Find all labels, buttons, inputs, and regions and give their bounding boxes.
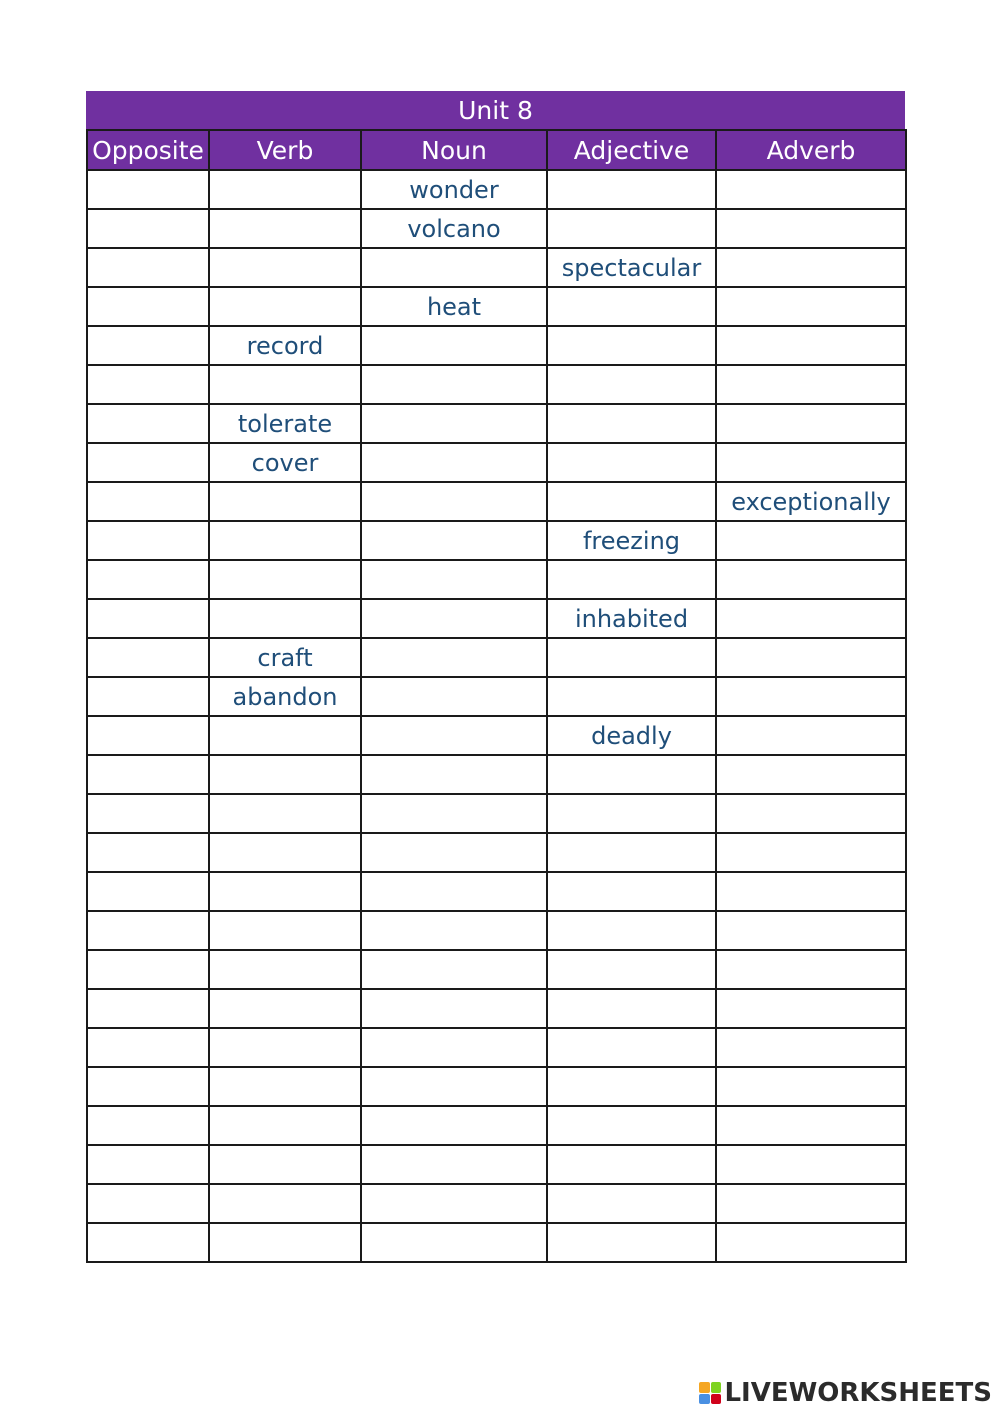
answer-cell-verb[interactable] (209, 599, 361, 638)
answer-cell-adjective[interactable] (547, 1028, 716, 1067)
answer-cell-adverb[interactable] (716, 404, 906, 443)
table-row (87, 521, 906, 560)
answer-cell-noun[interactable] (361, 248, 547, 287)
answer-cell-adjective[interactable] (547, 209, 716, 248)
answer-cell-noun[interactable] (361, 755, 547, 794)
answer-cell-adverb[interactable] (716, 638, 906, 677)
answer-cell-noun[interactable] (361, 1067, 547, 1106)
answer-cell-verb[interactable] (209, 287, 361, 326)
brand-text: LIVEWORKSHEETS (724, 1378, 992, 1408)
table-row (87, 989, 906, 1028)
answer-cell-adjective[interactable] (547, 638, 716, 677)
answer-cell-opposite[interactable] (87, 326, 209, 365)
table-row (87, 716, 906, 755)
answer-cell-noun: volcano (361, 209, 547, 248)
answer-cell-verb[interactable] (209, 1145, 361, 1184)
table-row (87, 638, 906, 677)
answer-cell-opposite[interactable] (87, 1106, 209, 1145)
answer-cell-noun[interactable] (361, 1106, 547, 1145)
answer-cell-adjective[interactable] (547, 1067, 716, 1106)
answer-cell-opposite[interactable] (87, 638, 209, 677)
answer-cell-opposite[interactable] (87, 443, 209, 482)
answer-cell-noun[interactable] (361, 950, 547, 989)
answer-cell-opposite[interactable] (87, 1223, 209, 1262)
answer-cell-adjective[interactable] (547, 443, 716, 482)
answer-cell-adverb[interactable] (716, 248, 906, 287)
answer-cell-adjective[interactable] (547, 833, 716, 872)
answer-cell-adjective[interactable] (547, 1184, 716, 1223)
answer-cell-adjective[interactable] (547, 1106, 716, 1145)
answer-cell-opposite[interactable] (87, 170, 209, 209)
answer-cell-opposite[interactable] (87, 755, 209, 794)
answer-cell-opposite[interactable] (87, 677, 209, 716)
answer-cell-verb[interactable] (209, 911, 361, 950)
table-row (87, 287, 906, 326)
answer-cell-opposite[interactable] (87, 287, 209, 326)
table-row (87, 1223, 906, 1262)
answer-cell-noun[interactable] (361, 443, 547, 482)
column-header-noun: Noun (361, 130, 547, 170)
table-row (87, 872, 906, 911)
answer-cell-adverb[interactable] (716, 989, 906, 1028)
column-header-adjective: Adjective (547, 130, 716, 170)
table-row (87, 326, 906, 365)
table-row (87, 677, 906, 716)
answer-cell-opposite[interactable] (87, 1067, 209, 1106)
table-row (87, 911, 906, 950)
answer-cell-opposite[interactable] (87, 560, 209, 599)
answer-cell-noun[interactable] (361, 482, 547, 521)
answer-cell-adverb[interactable] (716, 1223, 906, 1262)
answer-cell-adverb[interactable] (716, 911, 906, 950)
table-row (87, 1184, 906, 1223)
worksheet-title: Unit 8 (86, 91, 905, 129)
table-row (87, 755, 906, 794)
answer-cell-adverb[interactable] (716, 170, 906, 209)
table-row (87, 248, 906, 287)
table-row (87, 170, 906, 209)
answer-cell-noun[interactable] (361, 1184, 547, 1223)
answer-cell-verb: abandon (209, 677, 361, 716)
table-row (87, 560, 906, 599)
table-row (87, 209, 906, 248)
answer-cell-adverb[interactable] (716, 1184, 906, 1223)
answer-cell-verb[interactable] (209, 1067, 361, 1106)
answer-cell-opposite[interactable] (87, 1145, 209, 1184)
answer-cell-adverb[interactable] (716, 755, 906, 794)
header-row (87, 130, 906, 170)
answer-cell-adverb[interactable] (716, 716, 906, 755)
answer-cell-adverb[interactable] (716, 365, 906, 404)
answer-cell-verb[interactable] (209, 872, 361, 911)
answer-cell-verb[interactable] (209, 1184, 361, 1223)
answer-cell-verb[interactable] (209, 833, 361, 872)
table-row (87, 365, 906, 404)
answer-cell-verb[interactable] (209, 521, 361, 560)
table-row (87, 1067, 906, 1106)
answer-cell-adjective[interactable] (547, 404, 716, 443)
table-row (87, 1028, 906, 1067)
answer-cell-adjective[interactable] (547, 911, 716, 950)
answer-cell-adjective[interactable] (547, 287, 716, 326)
table-row (87, 950, 906, 989)
table-row (87, 599, 906, 638)
answer-cell-opposite[interactable] (87, 911, 209, 950)
answer-cell-verb[interactable] (209, 248, 361, 287)
answer-cell-adjective: spectacular (547, 248, 716, 287)
answer-cell-verb[interactable] (209, 170, 361, 209)
answer-cell-adverb[interactable] (716, 443, 906, 482)
answer-cell-opposite[interactable] (87, 521, 209, 560)
answer-cell-adjective[interactable] (547, 326, 716, 365)
answer-cell-adjective[interactable] (547, 872, 716, 911)
answer-cell-verb[interactable] (209, 482, 361, 521)
answer-cell-noun[interactable] (361, 326, 547, 365)
answer-cell-noun[interactable] (361, 794, 547, 833)
answer-cell-adjective[interactable] (547, 560, 716, 599)
answer-cell-noun[interactable] (361, 716, 547, 755)
answer-cell-opposite[interactable] (87, 365, 209, 404)
answer-cell-verb[interactable] (209, 716, 361, 755)
answer-cell-opposite[interactable] (87, 209, 209, 248)
answer-cell-verb: craft (209, 638, 361, 677)
answer-cell-verb[interactable] (209, 365, 361, 404)
answer-cell-adverb[interactable] (716, 560, 906, 599)
answer-cell-adjective[interactable] (547, 365, 716, 404)
table-row (87, 1106, 906, 1145)
table-row (87, 404, 906, 443)
answer-cell-adverb[interactable] (716, 1145, 906, 1184)
answer-cell-noun[interactable] (361, 1028, 547, 1067)
answer-cell-adverb[interactable] (716, 794, 906, 833)
answer-cell-noun[interactable] (361, 521, 547, 560)
answer-cell-adjective[interactable] (547, 755, 716, 794)
liveworksheets-logo (699, 1379, 992, 1407)
answer-cell-adverb[interactable] (716, 521, 906, 560)
answer-cell-adverb[interactable] (716, 950, 906, 989)
answer-cell-opposite[interactable] (87, 989, 209, 1028)
answer-cell-adjective[interactable] (547, 794, 716, 833)
answer-cell-opposite[interactable] (87, 482, 209, 521)
answer-cell-noun: heat (361, 287, 547, 326)
table-body (87, 170, 906, 1262)
answer-cell-opposite[interactable] (87, 248, 209, 287)
answer-cell-opposite[interactable] (87, 950, 209, 989)
answer-cell-verb[interactable] (209, 1028, 361, 1067)
answer-cell-noun[interactable] (361, 638, 547, 677)
answer-cell-opposite[interactable] (87, 794, 209, 833)
answer-cell-adjective[interactable] (547, 1145, 716, 1184)
answer-cell-opposite[interactable] (87, 1184, 209, 1223)
answer-cell-adverb[interactable] (716, 287, 906, 326)
answer-cell-noun[interactable] (361, 1223, 547, 1262)
answer-cell-adverb[interactable] (716, 677, 906, 716)
answer-cell-adverb[interactable] (716, 833, 906, 872)
liveworksheets-icon (699, 1382, 721, 1404)
answer-cell-verb[interactable] (209, 755, 361, 794)
answer-cell-adjective[interactable] (547, 1223, 716, 1262)
answer-cell-verb[interactable] (209, 989, 361, 1028)
column-header-opposite: Opposite (87, 130, 209, 170)
answer-cell-noun[interactable] (361, 1145, 547, 1184)
column-header-adverb: Adverb (716, 130, 906, 170)
answer-cell-noun[interactable] (361, 365, 547, 404)
answer-cell-adjective[interactable] (547, 677, 716, 716)
answer-cell-verb: tolerate (209, 404, 361, 443)
answer-cell-opposite[interactable] (87, 1028, 209, 1067)
answer-cell-adjective: inhabited (547, 599, 716, 638)
table-row (87, 443, 906, 482)
answer-cell-verb[interactable] (209, 560, 361, 599)
answer-cell-noun[interactable] (361, 404, 547, 443)
answer-cell-adjective[interactable] (547, 989, 716, 1028)
answer-cell-adjective[interactable] (547, 950, 716, 989)
answer-cell-noun[interactable] (361, 677, 547, 716)
answer-cell-opposite[interactable] (87, 716, 209, 755)
answer-cell-verb: cover (209, 443, 361, 482)
answer-cell-noun[interactable] (361, 599, 547, 638)
answer-cell-adverb[interactable] (716, 1028, 906, 1067)
answer-cell-adverb[interactable] (716, 1106, 906, 1145)
answer-cell-opposite[interactable] (87, 404, 209, 443)
answer-cell-verb[interactable] (209, 794, 361, 833)
answer-cell-opposite[interactable] (87, 833, 209, 872)
table-row (87, 833, 906, 872)
answer-cell-adjective[interactable] (547, 482, 716, 521)
answer-cell-noun[interactable] (361, 989, 547, 1028)
answer-cell-noun[interactable] (361, 872, 547, 911)
answer-cell-adjective: deadly (547, 716, 716, 755)
column-header-verb: Verb (209, 130, 361, 170)
answer-cell-verb[interactable] (209, 950, 361, 989)
answer-cell-verb[interactable] (209, 1106, 361, 1145)
table-row (87, 1145, 906, 1184)
answer-cell-noun[interactable] (361, 560, 547, 599)
answer-cell-verb[interactable] (209, 1223, 361, 1262)
answer-cell-adjective: freezing (547, 521, 716, 560)
answer-cell-adverb[interactable] (716, 326, 906, 365)
answer-cell-adverb[interactable] (716, 872, 906, 911)
answer-cell-opposite[interactable] (87, 599, 209, 638)
answer-cell-adverb[interactable] (716, 209, 906, 248)
answer-cell-noun[interactable] (361, 833, 547, 872)
answer-cell-adverb[interactable] (716, 1067, 906, 1106)
answer-cell-verb: record (209, 326, 361, 365)
worksheet (86, 91, 905, 1263)
answer-cell-opposite[interactable] (87, 872, 209, 911)
answer-cell-noun: wonder (361, 170, 547, 209)
answer-cell-adverb: exceptionally (716, 482, 906, 521)
table-row (87, 482, 906, 521)
answer-cell-noun[interactable] (361, 911, 547, 950)
answer-cell-verb[interactable] (209, 209, 361, 248)
word-formation-table (86, 129, 907, 1263)
table-row (87, 794, 906, 833)
answer-cell-adjective[interactable] (547, 170, 716, 209)
answer-cell-adverb[interactable] (716, 599, 906, 638)
